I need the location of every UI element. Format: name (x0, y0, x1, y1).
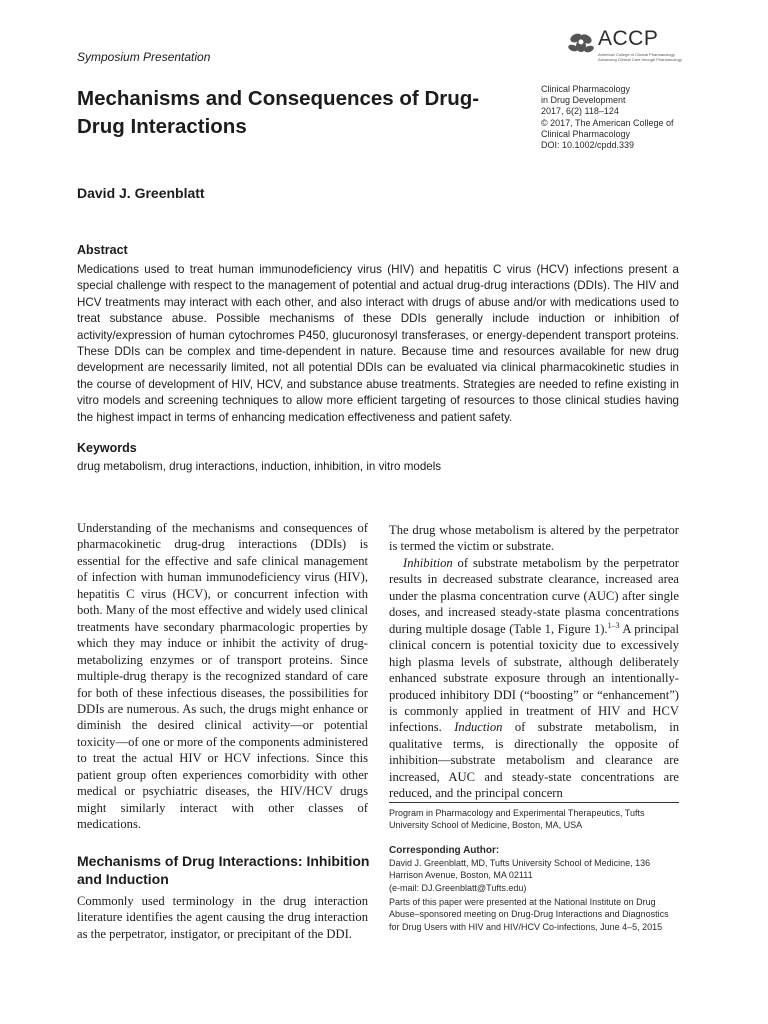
author-name: David J. Greenblatt (77, 185, 205, 201)
right-p2-part1: of substrate metabolism by the perpetrator results in decreased substrate clearance, increased area under the plasma concentration curve (AUC) after single doses, and increased steady-state plasma concentrations during multiple dosage (Table 1, Figure 1). (389, 555, 679, 636)
keywords-text: drug metabolism, drug interactions, induction, inhibition, in vitro models (77, 460, 442, 473)
journal-doi[interactable]: DOI: 10.1002/cpdd.339 (541, 140, 635, 151)
footnote-divider (389, 802, 679, 803)
logo-subtitle-line: American College of Clinical Pharmacology (598, 52, 675, 57)
flower-icon (566, 29, 596, 59)
logo-subtitle (598, 52, 708, 62)
body-left-column-continued (77, 893, 368, 942)
right-p2-part3: of substrate metabolism, in qualitative terms, is directionally the opposite of inhibition—substrate metabolism and clearance are increased, AUC and steady-state concentrations are reduced, and the principal concern (389, 720, 679, 801)
abstract-text: Medications used to treat human immunodeficiency virus (HIV) and hepatitis C virus (HCV) infections present a special challenge with respect to the management of potential and actual drug-drug interactions (DDIs). The HIV and HCV treatments may interact with each other, and also interact with drugs of abuse and/or with medications used to treat substance abuse. Possible mechanisms of these DDIs generally include induction or inhibition of activity/expression of human cytochromes P450, glucuronosyl transferases, or energy-dependent transport proteins. These DDIs can be complex and time-dependent in nature. Because time and resources available for new drug development are necessarily limited, not all potential DDIs can be evaluated via clinical pharmacokinetic studies in the course of development of HIV, HCV, and substance abuse treatments. Strategies are needed to refine existing in vitro models and screening techniques to allow more efficient targeting of resources to those clinical studies having the highest impact in terms of enhancing medication effectiveness and patient safety. (77, 263, 679, 424)
right-paragraph-1: The drug whose metabolism is altered by the perpetrator is termed the victim or substrate. (389, 523, 679, 554)
logo-tagline-line: Advancing Clinical Care through Pharmacology (598, 57, 682, 62)
term-induction: Induction (454, 720, 503, 735)
section-paragraph: Commonly used terminology in the drug interaction literature identifies the agent causing the drug interaction as the perpetrator, instigator, or precipitant of the DDI. (77, 894, 368, 941)
journal-copyright-line2: Clinical Pharmacology (541, 128, 631, 139)
journal-name-line1: Clinical Pharmacology (541, 84, 631, 94)
corresponding-email[interactable]: (e-mail: DJ.Greenblatt@Tufts.edu) (389, 882, 527, 893)
right-paragraph-2 (389, 555, 679, 802)
section-label: Symposium Presentation (77, 50, 211, 64)
affiliation-note: Program in Pharmacology and Experimental Therapeutics, Tufts University School of Medicine, Boston, MA, USA (389, 808, 645, 831)
article-title: Mechanisms and Consequences of Drug-Drug Interactions (77, 87, 480, 138)
corresponding-author (389, 857, 679, 894)
journal-volume: 2017, 6(2) 118–124 (541, 106, 619, 117)
section-heading: Mechanisms of Drug Interactions: Inhibition and Induction (77, 853, 370, 887)
journal-copyright-line1: © 2017, The American College of (541, 117, 674, 128)
journal-info (541, 84, 701, 151)
body-left-column (77, 520, 368, 833)
logo-name: ACCP (598, 27, 659, 50)
corresponding-address: David J. Greenblatt, MD, Tufts University School of Medicine, 136 Harrison Avenue, Boston, MA 02111 (389, 858, 651, 881)
journal-name-line2: in Drug Development (541, 95, 626, 106)
right-p2-part2: A principal clinical concern is potential toxicity due to excessively high plasma levels of substrate, although deliberately enhanced substrate exposure through an intentionally-produced inhibitory DDI (“boosting” or “enhancement”) is commonly applied in treatment of HIV and HCV infections. (389, 621, 679, 735)
presentation-note: Parts of this paper were presented at the National Institute on Drug Abuse–sponsored meeting on Drug-Drug Interactions and Diagnostics for Drug Users with HIV and HIV/HCV Co-infections, June 4–5, 2015 (389, 897, 669, 932)
keywords-heading: Keywords (77, 441, 137, 455)
corresponding-heading: Corresponding Author: (389, 845, 500, 856)
abstract-heading: Abstract (77, 243, 128, 257)
body-right-column (389, 522, 679, 802)
intro-paragraph: Understanding of the mechanisms and consequences of pharmacokinetic drug-drug interactions (DDIs) is essential for the effective and safe clinical management of infection with human immunodeficiency virus (HIV), hepatitis C virus (HCV), or concurrent infection with both. Many of the most effective and widely used clinical treatments have secondary pharmacologic properties by which they may induce or inhibit the activity of drug-metabolizing enzymes or of transport proteins. Since multiple-drug therapy is the recognized standard of care for both of these infectious diseases, the possibilities for DDIs are numerous. As such, the drugs might enhance or diminish the desired clinical activity—or potential toxicity—of one or more of the components administered to treat the actual HIV or HCV infections. Since this patient group often experiences comorbidity with other medical or psychiatric diseases, the HIV/HCV drugs might similarly interact with other classes of medications. (77, 521, 368, 832)
term-inhibition: Inhibition (403, 555, 453, 570)
reference-superscript[interactable]: 1–3 (607, 620, 620, 630)
